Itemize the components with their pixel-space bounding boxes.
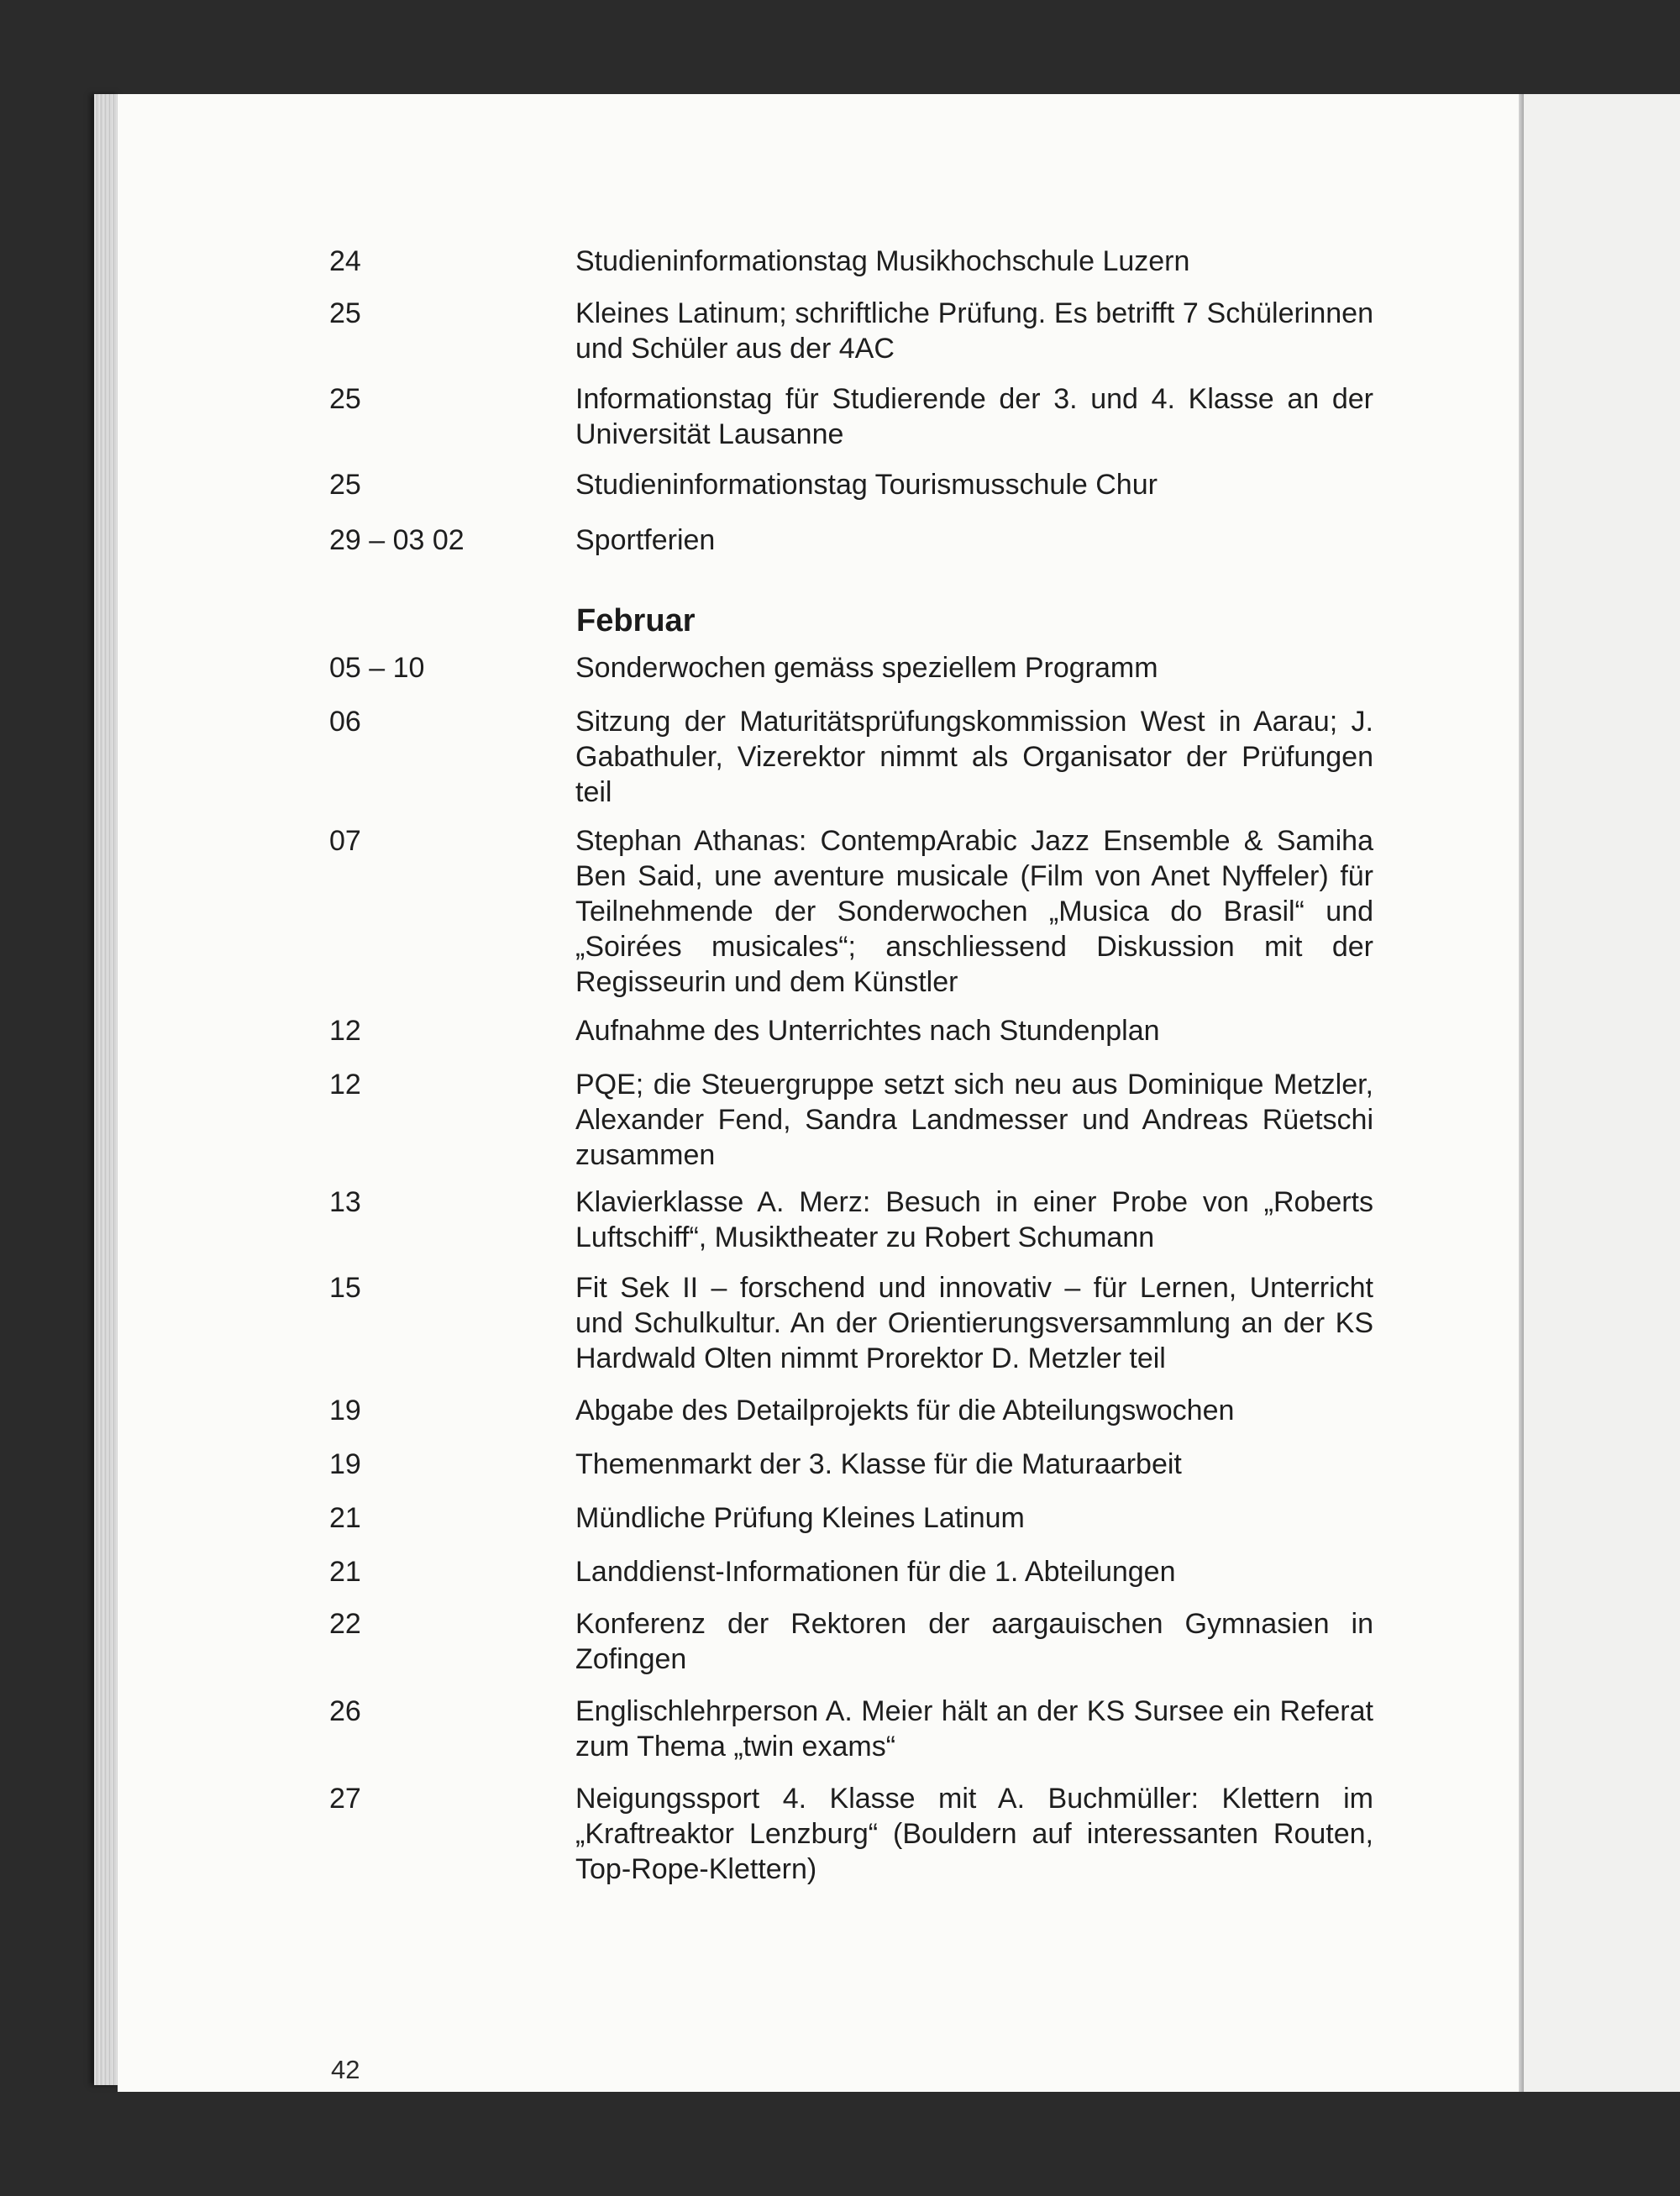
page-number: 42 xyxy=(331,2055,360,2084)
facing-page-edge xyxy=(1524,94,1680,2092)
month-heading: Februar xyxy=(576,603,696,638)
entry-text: Stephan Athanas: ContempArabic Jazz Ensemble & Samiha Ben Said, une aventure musicale (Film von Anet Nyffeler) für Teilnehmende der Sonderwochen „Musica do Brasil“ und „Soirées musicales“; anschliessend Diskussion mit der Regisseurin und dem Künstler xyxy=(575,825,1373,998)
entry-date: 12 xyxy=(329,1069,361,1101)
entry-date: 26 xyxy=(329,1695,361,1727)
entry-date: 22 xyxy=(329,1608,361,1640)
entry-text: Abgabe des Detailprojekts für die Abteilungswochen xyxy=(575,1395,1235,1426)
entry-text: Sonderwochen gemäss speziellem Programm xyxy=(575,652,1158,684)
entry-text: Kleines Latinum; schriftliche Prüfung. Es betrifft 7 Schülerinnen und Schüler aus der 4AC xyxy=(575,297,1373,365)
entry-date: 05 – 10 xyxy=(329,652,425,684)
entry-date: 21 xyxy=(329,1556,361,1588)
entry-date: 29 – 03 02 xyxy=(329,524,465,556)
entry-text: Neigungssport 4. Klasse mit A. Buchmüller: Klettern im „Kraftreaktor Lenzburg“ (Bouldern auf interessanten Routen, Top-Rope-Klettern) xyxy=(575,1783,1373,1885)
entry-text: Klavierklasse A. Merz: Besuch in einer Probe von „Roberts Luftschiff“, Musiktheater zu Robert Schumann xyxy=(575,1186,1373,1253)
entry-text: PQE; die Steuergruppe setzt sich neu aus Dominique Metzler, Alexander Fend, Sandra Landmesser und Andreas Rüetschi zusammen xyxy=(575,1069,1373,1171)
entry-text: Konferenz der Rektoren der aargauischen Gymnasien in Zofingen xyxy=(575,1608,1373,1675)
entry-date: 07 xyxy=(329,825,361,857)
book-page-edges xyxy=(94,94,119,2085)
entry-text: Aufnahme des Unterrichtes nach Stundenplan xyxy=(575,1015,1160,1047)
entry-text: Informationstag für Studierende der 3. und 4. Klasse an der Universität Lausanne xyxy=(575,383,1373,450)
entry-text: Sportferien xyxy=(575,524,716,556)
entry-text: Sitzung der Maturitätsprüfungskommission West in Aarau; J. Gabathuler, Vizerektor nimmt als Organisator der Prüfungen teil xyxy=(575,706,1373,808)
entry-text: Landdienst-Informationen für die 1. Abteilungen xyxy=(575,1556,1176,1588)
entry-date: 13 xyxy=(329,1186,361,1218)
entry-date: 21 xyxy=(329,1502,361,1534)
entry-text: Studieninformationstag Musikhochschule Luzern xyxy=(575,245,1190,277)
entry-date: 19 xyxy=(329,1448,361,1480)
entry-date: 06 xyxy=(329,706,361,738)
entry-text: Englischlehrperson A. Meier hält an der KS Sursee ein Referat zum Thema „twin exams“ xyxy=(575,1695,1373,1763)
entry-text: Mündliche Prüfung Kleines Latinum xyxy=(575,1502,1025,1534)
entry-date: 15 xyxy=(329,1272,361,1304)
entry-text: Themenmarkt der 3. Klasse für die Maturaarbeit xyxy=(575,1448,1182,1480)
entry-date: 25 xyxy=(329,469,361,501)
entry-date: 24 xyxy=(329,245,361,277)
entry-text: Studieninformationstag Tourismusschule Chur xyxy=(575,469,1158,501)
entry-date: 25 xyxy=(329,383,361,415)
entry-date: 25 xyxy=(329,297,361,329)
entry-date: 19 xyxy=(329,1395,361,1426)
entry-text: Fit Sek II – forschend und innovativ – für Lernen, Unterricht und Schulkultur. An der Orientierungsversammlung an der KS Hardwald Olten nimmt Prorektor D. Metzler teil xyxy=(575,1272,1373,1374)
entry-date: 27 xyxy=(329,1783,361,1815)
entry-date: 12 xyxy=(329,1015,361,1047)
